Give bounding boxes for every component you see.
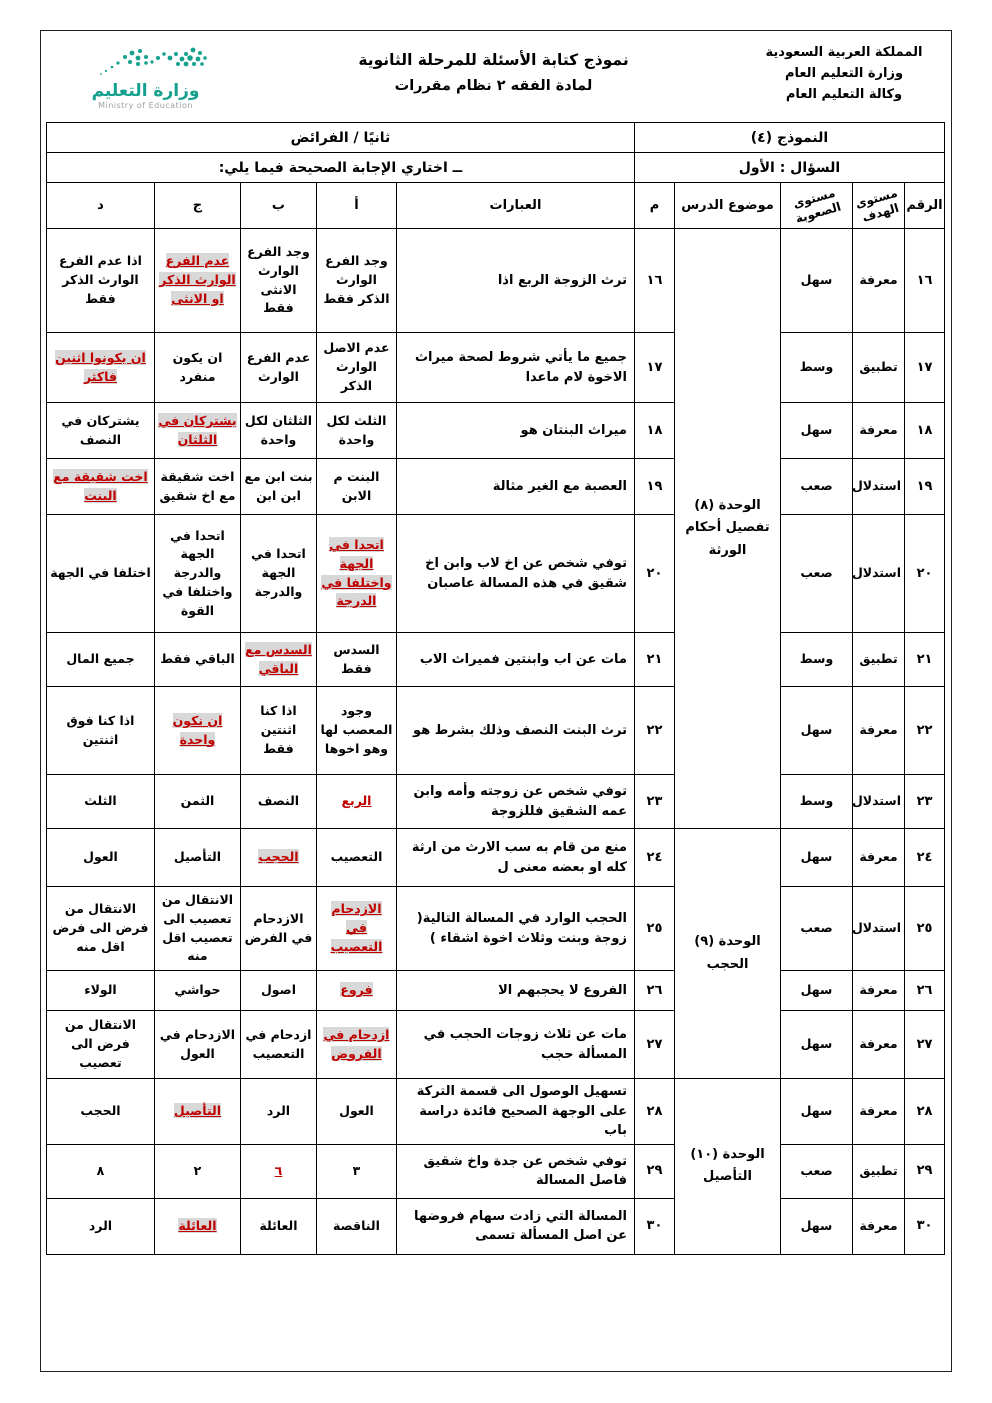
cell-option-a — [316, 775, 396, 829]
questions-body — [46, 229, 944, 1255]
option-a-text: العول — [339, 1102, 374, 1118]
cell-number: ٢٤ — [905, 829, 945, 887]
option-a-text: ٣ — [352, 1162, 361, 1178]
cell-option-a — [316, 1198, 396, 1254]
kingdom-header — [749, 43, 939, 105]
option-c-text: التأصيل — [173, 849, 222, 865]
option-d-text: يشتركان في النصف — [61, 412, 140, 447]
cell-m: ٢٦ — [634, 971, 674, 1011]
kingdom-line-2: وزارة التعليم العام — [784, 65, 904, 81]
cell-statement: جميع ما يأتي شروط لصحة ميراث الاخوة لام ماعدا — [396, 333, 634, 403]
option-a-text: اتحدا في الجهة واختلفا في الدرجة — [321, 537, 392, 609]
cell-option-a — [316, 333, 396, 403]
cell-option-c — [154, 1079, 240, 1145]
cell-m: ٢٥ — [634, 887, 674, 971]
cell-number: ١٦ — [905, 229, 945, 333]
cell-option-d — [46, 1011, 154, 1079]
cell-option-b — [240, 1011, 316, 1079]
question-row — [46, 459, 944, 515]
cell-number: ١٩ — [905, 459, 945, 515]
cell-goal-level: معرفة — [853, 229, 905, 333]
cell-option-b — [240, 1198, 316, 1254]
cell-option-c — [154, 229, 240, 333]
cell-option-b — [240, 829, 316, 887]
cell-difficulty-level: صعب — [781, 515, 853, 633]
document-title-block — [238, 43, 749, 94]
cell-difficulty-level: سهل — [781, 1011, 853, 1079]
cell-option-d — [46, 1144, 154, 1198]
cell-goal-level: تطبيق — [853, 1144, 905, 1198]
meta-row-1 — [46, 123, 944, 153]
option-b-text: اذا كنا اثنتين فقط — [260, 703, 297, 756]
cell-option-c — [154, 459, 240, 515]
option-a-text: السدس فقط — [333, 641, 380, 676]
cell-option-b — [240, 687, 316, 775]
document-title: نموذج كتابة الأسئلة للمرحلة الثانوية — [358, 51, 629, 69]
question-row — [46, 229, 944, 333]
cell-difficulty-level: وسط — [781, 333, 853, 403]
cell-m: ١٦ — [634, 229, 674, 333]
kingdom-line-3: وكالة التعليم العام — [785, 86, 903, 102]
cell-goal-level: استدلال — [853, 775, 905, 829]
cell-statement: مات عن ثلاث زوجات الحجب في المسألة حجب — [396, 1011, 634, 1079]
option-c-text: العائلة — [178, 1217, 217, 1233]
option-d-text: اختلفا في الجهة — [50, 565, 151, 581]
cell-statement: العصبة مع الغير مثالة — [396, 459, 634, 515]
option-d-text: ٨ — [96, 1162, 105, 1178]
option-c-text: الانتقال من تعصيب الى تعصيب اقل منه — [161, 892, 234, 964]
cell-goal-level: معرفة — [853, 1079, 905, 1145]
question-row — [46, 633, 944, 687]
cell-option-a — [316, 229, 396, 333]
cell-m: ٢٠ — [634, 515, 674, 633]
questions-table — [46, 122, 945, 1255]
meta-row-2 — [46, 153, 944, 183]
cell-m: ٢١ — [634, 633, 674, 687]
column-header-row — [46, 183, 944, 229]
cell-option-a — [316, 971, 396, 1011]
cell-option-c — [154, 1011, 240, 1079]
cell-option-d — [46, 403, 154, 459]
lesson-topic-line: التأصيل — [703, 1169, 752, 1185]
cell-m: ١٧ — [634, 333, 674, 403]
cell-number: ٢٩ — [905, 1144, 945, 1198]
option-a-text: عدم الاصل الوارث الذكر — [323, 340, 390, 393]
cell-option-d — [46, 1198, 154, 1254]
option-d-text: اخت شقيقة مع البنت — [53, 468, 148, 503]
option-a-text: فروع — [340, 982, 373, 998]
question-row — [46, 971, 944, 1011]
cell-option-b — [240, 229, 316, 333]
lesson-topic-line: الوحدة (٨) — [694, 498, 761, 514]
cell-option-d — [46, 1079, 154, 1145]
moe-logo-english-text: Ministry of Education — [98, 101, 193, 110]
question-row — [46, 1144, 944, 1198]
option-a-text: الازدحام في التعصيب — [330, 901, 383, 954]
col-header-difficulty-level — [781, 183, 853, 229]
cell-option-c — [154, 971, 240, 1011]
cell-goal-level: معرفة — [853, 1198, 905, 1254]
option-b-text: الثلثان لكل واحدة — [244, 412, 313, 447]
option-b-text: اصول — [260, 982, 296, 998]
cell-difficulty-level: سهل — [781, 687, 853, 775]
lesson-topic-line: تفصيل أحكام — [685, 520, 770, 536]
cell-statement: توفي شخص عن زوجته وأمه وابن عمه الشقيق فللزوجة — [396, 775, 634, 829]
col-header-option-a: أ — [316, 183, 396, 229]
cell-difficulty-level: سهل — [781, 403, 853, 459]
cell-m: ٢٩ — [634, 1144, 674, 1198]
section-title: ثانيًا / الفرائض — [46, 123, 634, 153]
option-c-text: اخت شقيقة مع اخ شقيق — [159, 468, 236, 503]
option-b-text: الازدحام في الفرض — [244, 910, 313, 945]
cell-option-d — [46, 515, 154, 633]
option-c-text: يشتركان في الثلثان — [158, 412, 237, 447]
cell-number: ٢٧ — [905, 1011, 945, 1079]
option-d-text: اذا عدم الفرع الوارث الذكر فقط — [59, 253, 142, 306]
cell-m: ٣٠ — [634, 1198, 674, 1254]
option-c-text: الباقي فقط — [160, 651, 235, 667]
cell-number: ٢٦ — [905, 971, 945, 1011]
cell-option-c — [154, 403, 240, 459]
cell-option-b — [240, 633, 316, 687]
cell-goal-level: معرفة — [853, 829, 905, 887]
cell-option-b — [240, 403, 316, 459]
option-a-text: وجود المعصب لها وهو اخوها — [320, 703, 393, 756]
option-c-text: اتحدا في الجهة والدرجة واختلفا في القوة — [162, 527, 233, 618]
option-b-text: ٦ — [274, 1162, 283, 1178]
cell-statement: توفي شخص عن اخ لاب وابن اخ شقيق في هذه المسالة عاصبان — [396, 515, 634, 633]
cell-lesson-topic — [675, 1079, 781, 1255]
question-row — [46, 333, 944, 403]
cell-goal-level: معرفة — [853, 687, 905, 775]
cell-option-a — [316, 515, 396, 633]
col-header-option-c: ج — [154, 183, 240, 229]
cell-option-a — [316, 1144, 396, 1198]
cell-difficulty-level: سهل — [781, 229, 853, 333]
cell-statement: الفروع لا يحجبهم الا — [396, 971, 634, 1011]
option-d-text: الانتقال من فرض الى تعصيب — [64, 1017, 137, 1070]
cell-m: ٢٤ — [634, 829, 674, 887]
option-d-text: جميع المال — [66, 651, 135, 667]
moe-logo — [53, 43, 238, 110]
cell-difficulty-level: سهل — [781, 1198, 853, 1254]
cell-option-a — [316, 887, 396, 971]
cell-option-b — [240, 459, 316, 515]
col-header-option-d: د — [46, 183, 154, 229]
cell-option-d — [46, 459, 154, 515]
cell-number: ٢٠ — [905, 515, 945, 633]
cell-option-c — [154, 887, 240, 971]
col-header-goal-level — [853, 183, 905, 229]
cell-option-d — [46, 687, 154, 775]
option-c-text: الازدحام في العول — [159, 1026, 236, 1061]
cell-goal-level: تطبيق — [853, 633, 905, 687]
cell-option-a — [316, 459, 396, 515]
lesson-topic-line: الوحدة (٩) — [694, 934, 761, 950]
cell-option-c — [154, 687, 240, 775]
cell-option-a — [316, 1011, 396, 1079]
option-d-text: العول — [83, 849, 118, 865]
cell-number: ٢٥ — [905, 887, 945, 971]
option-b-text: الحجب — [258, 849, 299, 865]
col-header-number: الرقم — [905, 183, 945, 229]
document-header — [41, 31, 951, 116]
cell-option-c — [154, 775, 240, 829]
goal-level-label: مستوى الهدف — [853, 185, 901, 225]
cell-option-b — [240, 775, 316, 829]
cell-goal-level: تطبيق — [853, 333, 905, 403]
cell-option-a — [316, 687, 396, 775]
cell-number: ١٨ — [905, 403, 945, 459]
cell-option-c — [154, 1144, 240, 1198]
cell-goal-level: استدلال — [853, 887, 905, 971]
cell-statement: منع من قام به سب الارث من ارثة كله او بعضه معنى ل — [396, 829, 634, 887]
cell-option-c — [154, 1198, 240, 1254]
option-c-text: ان يكون منفرد — [172, 349, 223, 384]
option-a-text: الثلث لكل واحدة — [326, 412, 387, 447]
option-c-text: التأصيل — [173, 1102, 222, 1118]
option-d-text: الرد — [88, 1217, 113, 1233]
col-header-lesson-topic: موضوع الدرس — [675, 183, 781, 229]
cell-m: ٢٢ — [634, 687, 674, 775]
cell-difficulty-level: صعب — [781, 887, 853, 971]
cell-option-b — [240, 333, 316, 403]
cell-statement: ترث الزوجة الربع اذا — [396, 229, 634, 333]
option-b-text: اتحدا في الجهة والدرجة — [251, 546, 306, 599]
option-c-text: حواشي — [174, 982, 221, 998]
cell-option-b — [240, 1144, 316, 1198]
cell-option-d — [46, 633, 154, 687]
cell-m: ١٨ — [634, 403, 674, 459]
cell-statement: توفي شخص عن جدة واخ شقيق فاصل المسالة — [396, 1144, 634, 1198]
cell-goal-level: استدلال — [853, 515, 905, 633]
option-d-text: الولاء — [84, 982, 117, 998]
cell-m: ٢٨ — [634, 1079, 674, 1145]
cell-option-b — [240, 971, 316, 1011]
cell-number: ٢١ — [905, 633, 945, 687]
cell-difficulty-level: وسط — [781, 775, 853, 829]
moe-logo-arabic-text: وزارة التعليم — [91, 81, 200, 101]
question-row — [46, 775, 944, 829]
option-b-text: السدس مع الباقي — [245, 641, 312, 676]
cell-lesson-topic — [675, 229, 781, 829]
question-row — [46, 403, 944, 459]
option-a-text: البنت م الابن — [333, 468, 380, 503]
option-b-text: الرد — [266, 1102, 291, 1118]
option-a-text: التعصيب — [330, 849, 383, 865]
cell-number: ١٧ — [905, 333, 945, 403]
option-d-text: الثلث — [84, 793, 117, 809]
difficulty-level-label: مستوى الصعوبة — [791, 185, 843, 226]
option-d-text: اذا كنا فوق اثنتين — [66, 712, 135, 747]
cell-number: ٢٨ — [905, 1079, 945, 1145]
option-d-text: الانتقال من فرض الى فرض اقل منه — [52, 901, 149, 954]
option-a-text: وجد الفرع الوارث الذكر فقط — [323, 253, 390, 306]
col-header-statements: العبارات — [396, 183, 634, 229]
question-row — [46, 515, 944, 633]
lesson-topic-line: الحجب — [706, 956, 749, 972]
cell-option-b — [240, 515, 316, 633]
option-b-text: العائلة — [259, 1217, 298, 1233]
cell-difficulty-level: صعب — [781, 459, 853, 515]
option-b-text: بنت ابن مع ابن ابن — [244, 468, 313, 503]
page-border — [40, 30, 952, 1372]
question-row — [46, 1198, 944, 1254]
option-b-text: ازدحام في التعصيب — [245, 1026, 312, 1061]
question-row — [46, 1079, 944, 1145]
option-a-text: الناقصة — [333, 1217, 380, 1233]
cell-difficulty-level: صعب — [781, 1144, 853, 1198]
option-a-text: ازدحام في الفروض — [323, 1026, 390, 1061]
question-row — [46, 687, 944, 775]
cell-goal-level: معرفة — [853, 403, 905, 459]
option-a-text: الربع — [341, 793, 372, 809]
model-label: النموذج (٤) — [634, 123, 944, 153]
cell-goal-level: استدلال — [853, 459, 905, 515]
kingdom-line-1: المملكة العربية السعودية — [765, 45, 923, 60]
cell-difficulty-level: سهل — [781, 829, 853, 887]
cell-option-a — [316, 1079, 396, 1145]
cell-statement: تسهيل الوصول الى قسمة التركة على الوجهة الصحيح فائدة دراسة باب — [396, 1079, 634, 1145]
cell-difficulty-level: سهل — [781, 971, 853, 1011]
document-subtitle: لمادة الفقه ٢ نظام مقررات — [394, 78, 593, 94]
option-b-text: وجد الفرع الوارث الانثى فقط — [247, 244, 310, 316]
question-row — [46, 829, 944, 887]
cell-option-a — [316, 633, 396, 687]
cell-m: ٢٣ — [634, 775, 674, 829]
cell-option-d — [46, 971, 154, 1011]
cell-option-d — [46, 775, 154, 829]
cell-m: ٢٧ — [634, 1011, 674, 1079]
option-c-text: الثمن — [180, 793, 215, 809]
instruction: ــ اختاري الإجابة الصحيحة فيما يلي: — [46, 153, 634, 183]
cell-option-a — [316, 403, 396, 459]
cell-option-c — [154, 633, 240, 687]
moe-logo-dots-icon — [80, 45, 212, 79]
cell-option-c — [154, 333, 240, 403]
cell-number: ٢٣ — [905, 775, 945, 829]
cell-statement: الحجب الوارد في المسالة التالية( زوجة وبنت وثلاث اخوة اشقاء ) — [396, 887, 634, 971]
cell-statement: المسالة التي زادت سهام فروضها عن اصل المسألة تسمى — [396, 1198, 634, 1254]
option-c-text: عدم الفرع الوارث الذكر او الانثى — [159, 253, 236, 306]
cell-option-d — [46, 829, 154, 887]
option-b-text: النصف — [257, 793, 300, 809]
cell-option-d — [46, 333, 154, 403]
cell-option-b — [240, 887, 316, 971]
cell-lesson-topic — [675, 829, 781, 1079]
lesson-topic-line: الورثة — [708, 542, 747, 558]
col-header-option-b: ب — [240, 183, 316, 229]
col-header-m: م — [634, 183, 674, 229]
cell-option-d — [46, 229, 154, 333]
cell-option-b — [240, 1079, 316, 1145]
cell-statement: ترث البنت النصف وذلك بشرط هو — [396, 687, 634, 775]
cell-difficulty-level: وسط — [781, 633, 853, 687]
cell-option-c — [154, 829, 240, 887]
option-b-text: عدم الفرع الوارث — [246, 349, 311, 384]
cell-goal-level: معرفة — [853, 1011, 905, 1079]
cell-option-a — [316, 829, 396, 887]
cell-difficulty-level: سهل — [781, 1079, 853, 1145]
cell-number: ٢٢ — [905, 687, 945, 775]
cell-statement: مات عن اب وابنتين فميراث الاب — [396, 633, 634, 687]
question-row — [46, 887, 944, 971]
cell-option-c — [154, 515, 240, 633]
cell-option-d — [46, 887, 154, 971]
option-d-text: الحجب — [80, 1102, 121, 1118]
cell-goal-level: معرفة — [853, 971, 905, 1011]
option-c-text: ٢ — [193, 1162, 202, 1178]
lesson-topic-line: الوحدة (١٠) — [690, 1147, 765, 1163]
question-row — [46, 1011, 944, 1079]
cell-m: ١٩ — [634, 459, 674, 515]
option-c-text: ان نكون واحدة — [172, 712, 223, 747]
cell-number: ٣٠ — [905, 1198, 945, 1254]
cell-statement: ميراث البنتان هو — [396, 403, 634, 459]
option-d-text: ان يكونوا اثنين فاكثر — [55, 349, 146, 384]
question-label: السؤال : الأول — [634, 153, 944, 183]
